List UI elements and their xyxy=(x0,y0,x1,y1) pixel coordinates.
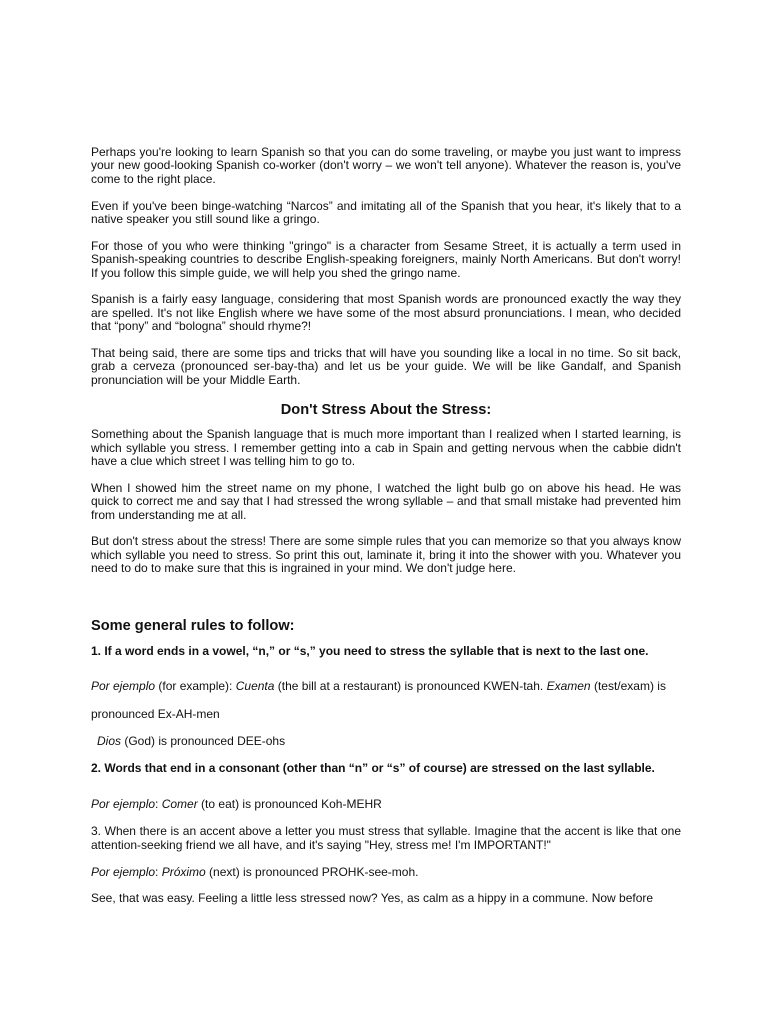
example-lead: Por ejemplo xyxy=(91,796,156,811)
intro-paragraph-1: Perhaps you're looking to learn Spanish so that you can do some traveling, or maybe you just want to impress your new good-looking Spanish co-worker (don't worry – we won't tell anyone). Whatever the reason is, you've come to the right place. xyxy=(91,145,681,186)
example-1-line-2: pronounced Ex-AH-men xyxy=(91,706,220,721)
stress-paragraph-1: Something about the Spanish language that is much more important than I realized when I started learning, is which syllable you stress. I remember getting into a cab in Spain and getting nervous when the cabbie didn't have a clue which street I was telling him to go to. xyxy=(91,427,681,469)
example-2: Por ejemplo: Comer (to eat) is pronounced Koh-MEHR xyxy=(91,796,382,811)
example-3: Por ejemplo: Próximo (next) is pronounced PROHK-see-moh. xyxy=(91,864,419,879)
intro-paragraph-5: That being said, there are some tips and tricks that will have you sounding like a local in no time. So sit back, grab a cerveza (pronounced ser-bay-tha) and let us be your guide. We will be like Gandalf, and Spanish pronunciation will be your Middle Earth. xyxy=(91,346,681,387)
stress-paragraph-3: But don't stress about the stress! There are some simple rules that you can memorize so that you always know which syllable you need to stress. So print this out, laminate it, bring it into the shower with you. Whatever you need to do to make sure that this is ingrained in your mind. We don't judge here. xyxy=(91,534,681,576)
rule-3: 3. When there is an accent above a letter you must stress that syllable. Imagine that the accent is like that one attention-seeking friend we all have, and it's saying "Hey, stress me! I'm IMPORTANT!" xyxy=(91,824,681,852)
document-page xyxy=(91,146,681,906)
intro-paragraph-4: Spanish is a fairly easy language, considering that most Spanish words are pronounced exactly the way they are spelled. It's not like English where we have some of the most absurd pronunciations. I mean, who decided that “pony” and “bologna” should rhyme?! xyxy=(91,292,681,334)
stress-paragraph-2: When I showed him the street name on my phone, I watched the light bulb go on above his head. He was quick to correct me and say that I had stressed the wrong syllable – and that small mistake had prevented him from understanding me at all. xyxy=(91,480,681,522)
intro-paragraph-3: For those of you who were thinking "gringo" is a character from Sesame Street, it is actually a term used in Spanish-speaking countries to describe English-speaking foreigners, mainly North Americans. But don't worry! If you follow this simple guide, we will help you shed the gringo name. xyxy=(91,238,681,280)
rule-1: 1. If a word ends in a vowel, “n,” or “s,” you need to stress the syllable that is next to the last one. xyxy=(91,643,649,658)
rule-2: 2. Words that end in a consonant (other than “n” or “s” of course) are stressed on the last syllable. xyxy=(91,761,655,776)
closing-paragraph: See, that was easy. Feeling a little less stressed now? Yes, as calm as a hippy in a commune. Now before xyxy=(91,891,654,906)
section-heading-rules: Some general rules to follow: xyxy=(91,617,295,634)
example-lead: Por ejemplo xyxy=(91,679,156,694)
example-lead: Por ejemplo xyxy=(91,864,156,879)
example-1-dios: Dios (God) is pronounced DEE-ohs xyxy=(97,733,286,748)
intro-paragraph-2: Even if you've been binge-watching “Narcos” and imitating all of the Spanish that you hear, it's likely that to a native speaker you still sound like a gringo. xyxy=(91,198,681,227)
example-1: Por ejemplo (for example): Cuenta (the bill at a restaurant) is pronounced KWEN-tah. Examen (test/exam) is xyxy=(91,679,666,694)
section-heading-stress: Don't Stress About the Stress: xyxy=(280,402,492,419)
